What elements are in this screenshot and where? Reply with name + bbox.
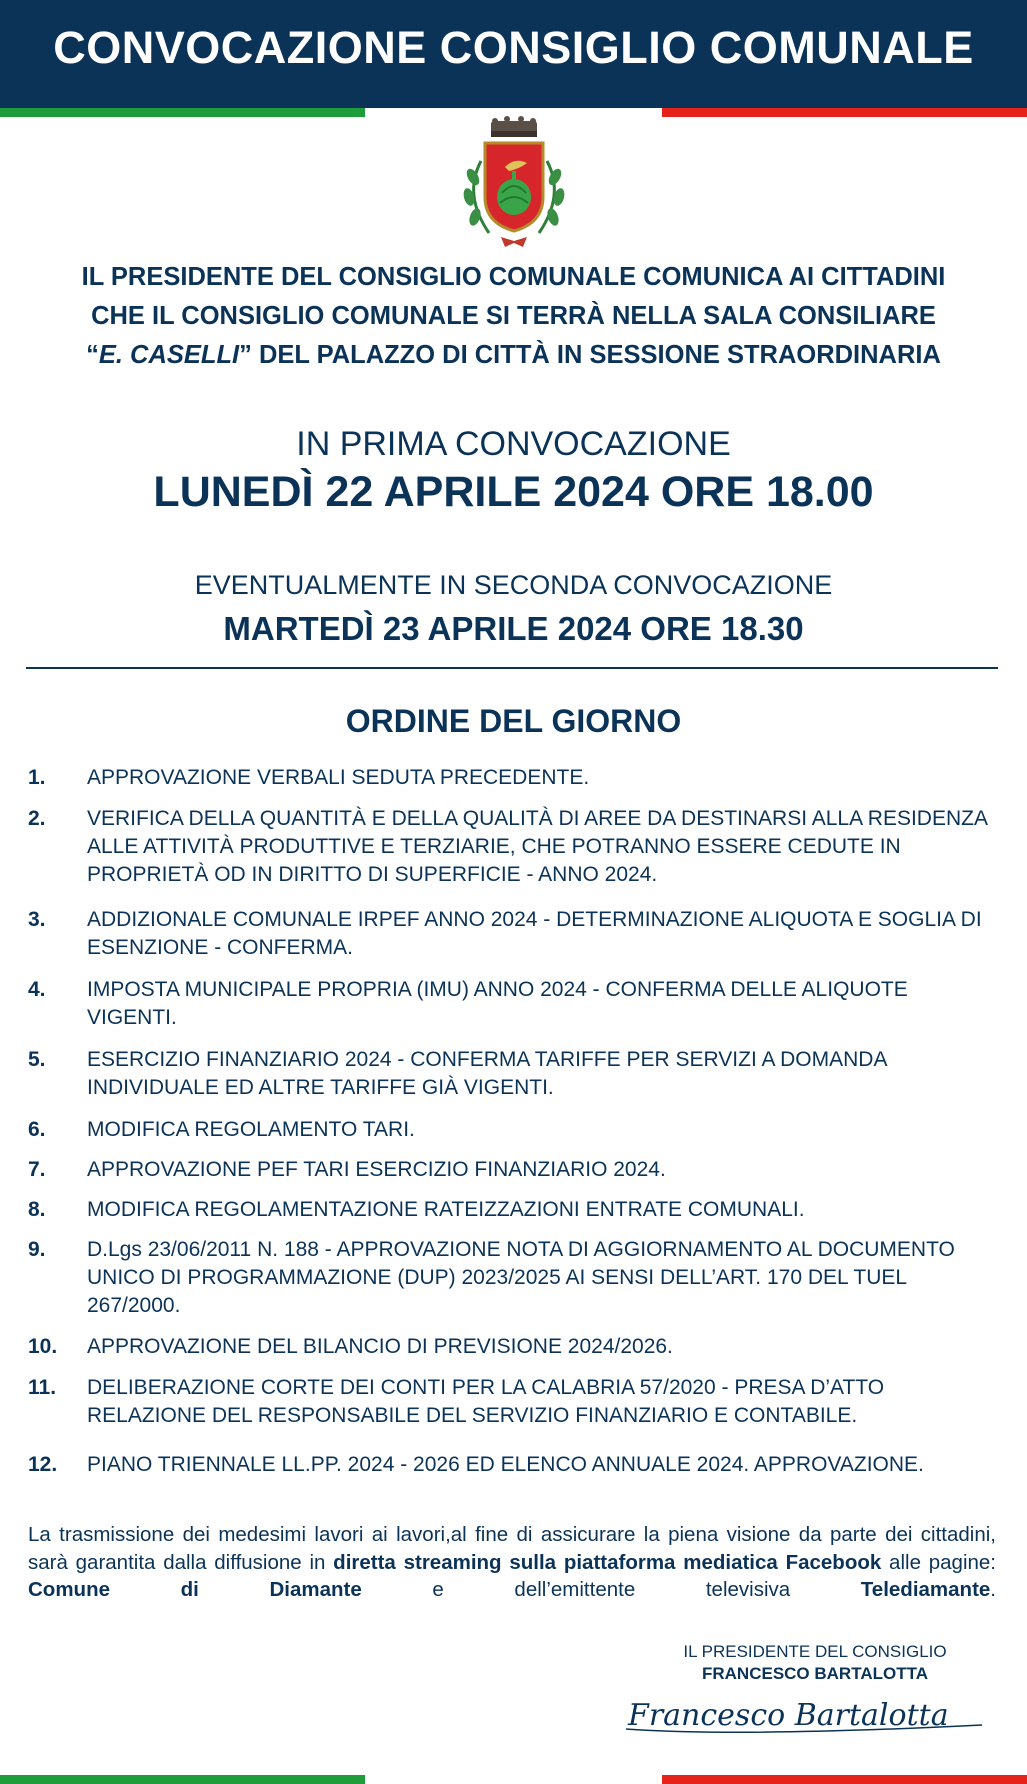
agenda-item-number: 10. bbox=[28, 1335, 58, 1358]
agenda-item-number: 7. bbox=[28, 1158, 46, 1181]
header-banner bbox=[0, 0, 1027, 108]
announcement-text bbox=[20, 258, 1007, 375]
agenda-item-text: ESERCIZIO FINANZIARIO 2024 - CONFERMA TARIFFE PER SERVIZI A DOMANDA INDIVIDUALE ED ALTRE TARIFFE GIÀ VIGENTI. bbox=[87, 1048, 887, 1099]
first-call-datetime: LUNEDÌ 22 APRILE 2024 ORE 18.00 bbox=[153, 468, 874, 516]
agenda-item-text: DELIBERAZIONE CORTE DEI CONTI PER LA CALABRIA 57/2020 - PRESA D’ATTO RELAZIONE DEL RESPONSABILE DEL SERVIZIO FINANZIARIO E CONTABILE. bbox=[87, 1376, 885, 1427]
agenda-item-number: 6. bbox=[28, 1118, 46, 1141]
agenda-title: ORDINE DEL GIORNO bbox=[345, 703, 682, 739]
comune-page: Comune di Diamante bbox=[28, 1578, 362, 1601]
agenda-item-text: PIANO TRIENNALE LL.PP. 2024 - 2026 ED ELENCO ANNUALE 2024. APPROVAZIONE. bbox=[87, 1453, 924, 1476]
agenda-item-text: ADDIZIONALE COMUNALE IRPEF ANNO 2024 - DETERMINAZIONE ALIQUOTA E SOGLIA DI ESENZIONE - CONFERMA. bbox=[87, 908, 982, 959]
municipal-crest-icon bbox=[455, 115, 573, 253]
signature-script: Francesco Bartalotta bbox=[628, 1698, 949, 1733]
agenda-item-number: 1. bbox=[28, 766, 46, 789]
signature-role: IL PRESIDENTE DEL CONSIGLIO bbox=[683, 1642, 947, 1661]
agenda-item-number: 11. bbox=[28, 1376, 57, 1399]
agenda-item-text: IMPOSTA MUNICIPALE PROPRIA (IMU) ANNO 2024 - CONFERMA DELLE ALIQUOTE VIGENTI. bbox=[87, 978, 908, 1029]
second-call-datetime: MARTEDÌ 23 APRILE 2024 ORE 18.30 bbox=[223, 610, 804, 647]
quote-open: “ bbox=[86, 341, 99, 369]
notice-text-2: alle pagine: bbox=[881, 1550, 996, 1574]
announcement-line-1: IL PRESIDENTE DEL CONSIGLIO COMUNALE COMUNICA AI CITTADINI bbox=[81, 263, 946, 291]
announcement-line-3 bbox=[20, 336, 1007, 375]
second-call-label: EVENTUALMENTE IN SECONDA CONVOCAZIONE bbox=[194, 570, 833, 600]
first-call-label: IN PRIMA CONVOCAZIONE bbox=[296, 425, 731, 463]
page-title: CONVOCAZIONE CONSIGLIO COMUNALE bbox=[53, 22, 974, 73]
handwritten-signature bbox=[622, 1685, 992, 1745]
agenda-item-text: D.Lgs 23/06/2011 N. 188 - APPROVAZIONE NOTA DI AGGIORNAMENTO AL DOCUMENTO UNICO DI PROGRAMMAZIONE (DUP) 2023/2025 AI SENSI DELL’ART. 170 DEL TUEL 267/2000. bbox=[87, 1238, 955, 1317]
broadcaster-name: Telediamante bbox=[860, 1578, 991, 1601]
agenda-item-text: APPROVAZIONE VERBALI SEDUTA PRECEDENTE. bbox=[87, 766, 590, 789]
signature-name: FRANCESCO BARTALOTTA bbox=[701, 1664, 928, 1683]
divider bbox=[26, 667, 998, 669]
agenda-item-text: MODIFICA REGOLAMENTAZIONE RATEIZZAZIONI ENTRATE COMUNALI. bbox=[87, 1198, 805, 1221]
agenda-item-text: APPROVAZIONE PEF TARI ESERCIZIO FINANZIARIO 2024. bbox=[87, 1158, 666, 1181]
streaming-notice bbox=[28, 1521, 996, 1604]
agenda-item-number: 5. bbox=[28, 1048, 46, 1071]
agenda-item-number: 8. bbox=[28, 1198, 46, 1221]
agenda-item-number: 2. bbox=[28, 807, 46, 830]
agenda-item-number: 4. bbox=[28, 978, 46, 1001]
announcement-line-3-rest: ” DEL PALAZZO DI CITTÀ IN SESSIONE STRAORDINARIA bbox=[239, 341, 941, 369]
agenda-item-number: 12. bbox=[28, 1453, 58, 1476]
agenda-item-text: APPROVAZIONE DEL BILANCIO DI PREVISIONE 2024/2026. bbox=[87, 1335, 673, 1358]
agenda-item-number: 9. bbox=[28, 1238, 46, 1261]
notice-text-1: La trasmissione dei medesimi lavori ai lavori,al fine di assicurare la piena visione da parte dei cittadini, sarà garantita dalla diffusione in bbox=[28, 1523, 996, 1574]
hall-name: E. CASELLI bbox=[98, 341, 240, 369]
facebook-streaming: diretta streaming sulla piattaforma mediatica Facebook bbox=[333, 1550, 882, 1574]
agenda-item-text: VERIFICA DELLA QUANTITÀ E DELLA QUALITÀ DI AREE DA DESTINARSI ALLA RESIDENZA ALLE ATTIVITÀ PRODUTTIVE E TERZIARIE, CHE POTRANNO ESSERE CEDUTE IN PROPRIETÀ OD IN DIRITTO DI SUPERFICIE - ANNO 2024. bbox=[87, 807, 987, 886]
announcement-line-2: CHE IL CONSIGLIO COMUNALE SI TERRÀ NELLA SALA CONSILIARE bbox=[91, 302, 936, 330]
notice-text-4: . bbox=[990, 1578, 996, 1601]
notice-text-3: e dell’emittente televisiva bbox=[361, 1578, 861, 1601]
agenda-item-text: MODIFICA REGOLAMENTO TARI. bbox=[87, 1118, 415, 1141]
tricolor-stripe-bottom bbox=[0, 1775, 1027, 1784]
agenda-item-number: 3. bbox=[28, 908, 46, 931]
